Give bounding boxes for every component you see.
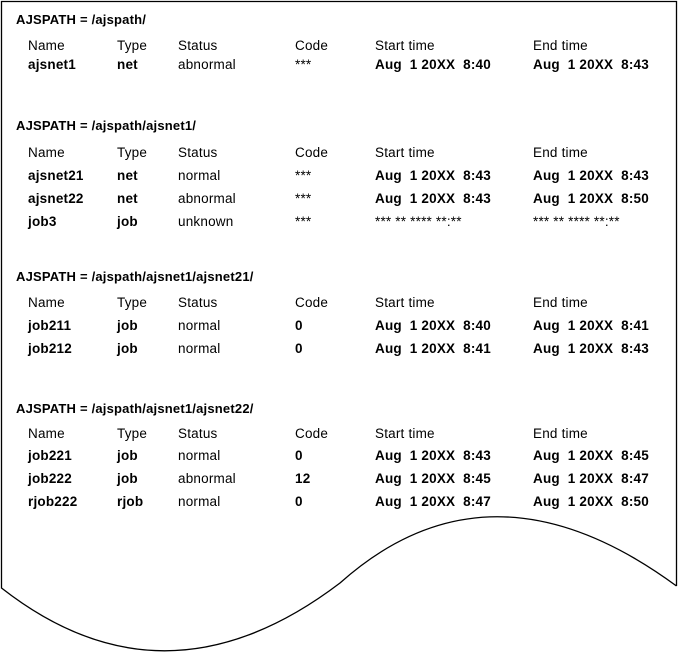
ajspath-heading: AJSPATH = /ajspath/ajsnet1/ajsnet21/ (16, 269, 254, 284)
cell-end-time: Aug 1 20XX 8:43 (533, 341, 649, 356)
table-row (0, 191, 678, 207)
cell-code: *** (295, 214, 312, 229)
cell-code: *** (295, 191, 312, 206)
column-header-start-time: Start time (375, 38, 435, 53)
cell-name: rjob222 (28, 494, 78, 509)
cell-type: rjob (117, 494, 144, 509)
cell-type: job (117, 214, 138, 229)
column-header-end-time: End time (533, 145, 588, 160)
cell-status: normal (178, 341, 221, 356)
column-header-row (0, 426, 678, 442)
column-header-row (0, 295, 678, 311)
cell-start-time: Aug 1 20XX 8:43 (375, 191, 491, 206)
table-row (0, 471, 678, 487)
cell-code: 0 (295, 318, 303, 333)
cell-type: job (117, 448, 138, 463)
column-header-end-time: End time (533, 295, 588, 310)
cell-code: *** (295, 168, 312, 183)
table-row (0, 57, 678, 73)
cell-start-time: Aug 1 20XX 8:45 (375, 471, 491, 486)
cell-type: job (117, 341, 138, 356)
cell-type: net (117, 191, 138, 206)
cell-start-time: Aug 1 20XX 8:40 (375, 57, 491, 72)
column-header-type: Type (117, 295, 148, 310)
table-row (0, 318, 678, 334)
cell-start-time: Aug 1 20XX 8:43 (375, 448, 491, 463)
column-header-status: Status (178, 38, 218, 53)
cell-status: abnormal (178, 471, 236, 486)
cell-type: job (117, 318, 138, 333)
cell-status: unknown (178, 214, 234, 229)
cell-name: job222 (28, 471, 72, 486)
table-row (0, 494, 678, 510)
cell-status: normal (178, 168, 221, 183)
table-row (0, 214, 678, 230)
ajspath-heading: AJSPATH = /ajspath/ajsnet1/ajsnet22/ (16, 401, 254, 416)
column-header-end-time: End time (533, 38, 588, 53)
column-header-name: Name (28, 426, 65, 441)
ajspath-heading: AJSPATH = /ajspath/ (16, 12, 147, 27)
table-row (0, 341, 678, 357)
cell-code: 0 (295, 494, 303, 509)
table-row (0, 448, 678, 464)
cell-start-time: Aug 1 20XX 8:43 (375, 168, 491, 183)
ajspath-heading: AJSPATH = /ajspath/ajsnet1/ (16, 118, 197, 133)
cell-code: 12 (295, 471, 311, 486)
column-header-type: Type (117, 38, 148, 53)
column-header-end-time: End time (533, 426, 588, 441)
cell-type: net (117, 57, 138, 72)
cell-name: ajsnet22 (28, 191, 84, 206)
column-header-code: Code (295, 295, 329, 310)
cell-name: ajsnet1 (28, 57, 76, 72)
column-header-name: Name (28, 38, 65, 53)
column-header-status: Status (178, 295, 218, 310)
cell-start-time: Aug 1 20XX 8:41 (375, 341, 491, 356)
column-header-start-time: Start time (375, 145, 435, 160)
cell-status: abnormal (178, 191, 236, 206)
cell-name: job211 (28, 318, 72, 333)
cell-end-time: *** ** **** **:** (533, 214, 620, 229)
column-header-code: Code (295, 38, 329, 53)
cell-status: normal (178, 448, 221, 463)
cell-name: job221 (28, 448, 72, 463)
column-header-start-time: Start time (375, 426, 435, 441)
cell-name: job212 (28, 341, 72, 356)
cell-end-time: Aug 1 20XX 8:45 (533, 448, 649, 463)
cell-code: 0 (295, 448, 303, 463)
cell-start-time: *** ** **** **:** (375, 214, 462, 229)
column-header-name: Name (28, 145, 65, 160)
cell-name: job3 (28, 214, 57, 229)
cell-type: job (117, 471, 138, 486)
cell-status: abnormal (178, 57, 236, 72)
column-header-code: Code (295, 426, 329, 441)
table-row (0, 168, 678, 184)
column-header-type: Type (117, 145, 148, 160)
column-header-status: Status (178, 426, 218, 441)
cell-name: ajsnet21 (28, 168, 84, 183)
column-header-name: Name (28, 295, 65, 310)
cell-end-time: Aug 1 20XX 8:43 (533, 168, 649, 183)
cell-code: 0 (295, 341, 303, 356)
cell-end-time: Aug 1 20XX 8:43 (533, 57, 649, 72)
cell-status: normal (178, 494, 221, 509)
cell-status: normal (178, 318, 221, 333)
cell-end-time: Aug 1 20XX 8:47 (533, 471, 649, 486)
column-header-start-time: Start time (375, 295, 435, 310)
cell-start-time: Aug 1 20XX 8:47 (375, 494, 491, 509)
cell-code: *** (295, 57, 312, 72)
column-header-type: Type (117, 426, 148, 441)
cell-end-time: Aug 1 20XX 8:41 (533, 318, 649, 333)
cell-end-time: Aug 1 20XX 8:50 (533, 191, 649, 206)
cell-type: net (117, 168, 138, 183)
cell-start-time: Aug 1 20XX 8:40 (375, 318, 491, 333)
column-header-row (0, 38, 678, 54)
cell-end-time: Aug 1 20XX 8:50 (533, 494, 649, 509)
column-header-status: Status (178, 145, 218, 160)
column-header-code: Code (295, 145, 329, 160)
column-header-row (0, 145, 678, 161)
